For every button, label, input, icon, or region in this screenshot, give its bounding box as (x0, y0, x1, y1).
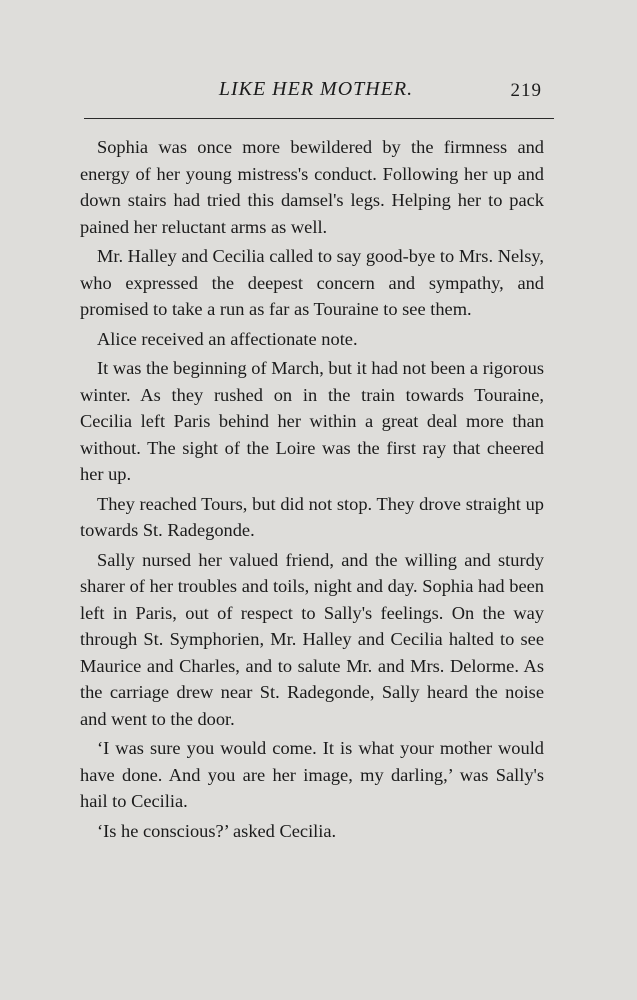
page-number: 219 (510, 80, 542, 101)
paragraph: ‘I was sure you would come. It is what your mother would have done. And you are her image, my darling,’ was Sally's hail to Cecilia. (80, 738, 544, 811)
paragraph: ‘Is he conscious?’ asked Cecilia. (97, 820, 337, 841)
paragraph: They reached Tours, but did not stop. They drove straight up towards St. Radegonde. (80, 493, 544, 540)
paragraph: It was the beginning of March, but it had not been a rigorous winter. As they rushed on in the train towards Touraine, Cecilia left Paris behind her within a great deal more than without. The sight of the Loire was the first ray that cheered her up. (80, 358, 544, 484)
running-title: LIKE HER MOTHER. (218, 78, 414, 100)
body-text (80, 134, 544, 844)
paragraph: Sally nursed her valued friend, and the willing and sturdy sharer of her troubles and toils, night and day. Sophia had been left in Paris, out of respect to Sally's feelings. On the way through St. Symphorien, Mr. Halley and Cecilia halted to see Maurice and Charles, and to salute Mr. and Mrs. Delorme. As the carriage drew near St. Radegonde, Sally heard the noise and went to the door. (80, 549, 544, 729)
page-header (80, 78, 552, 108)
paragraph: Alice received an affectionate note. (97, 328, 358, 349)
paragraph: Mr. Halley and Cecilia called to say good-bye to Mrs. Nelsy, who expressed the deepest concern and sympathy, and promised to take a run as far as Touraine to see them. (80, 246, 544, 319)
paragraph: Sophia was once more bewildered by the firmness and energy of her young mistress's conduct. Following her up and down stairs had tried this damsel's legs. Helping her to pack pained her reluctant arms as well. (80, 137, 544, 237)
header-rule (84, 118, 554, 119)
